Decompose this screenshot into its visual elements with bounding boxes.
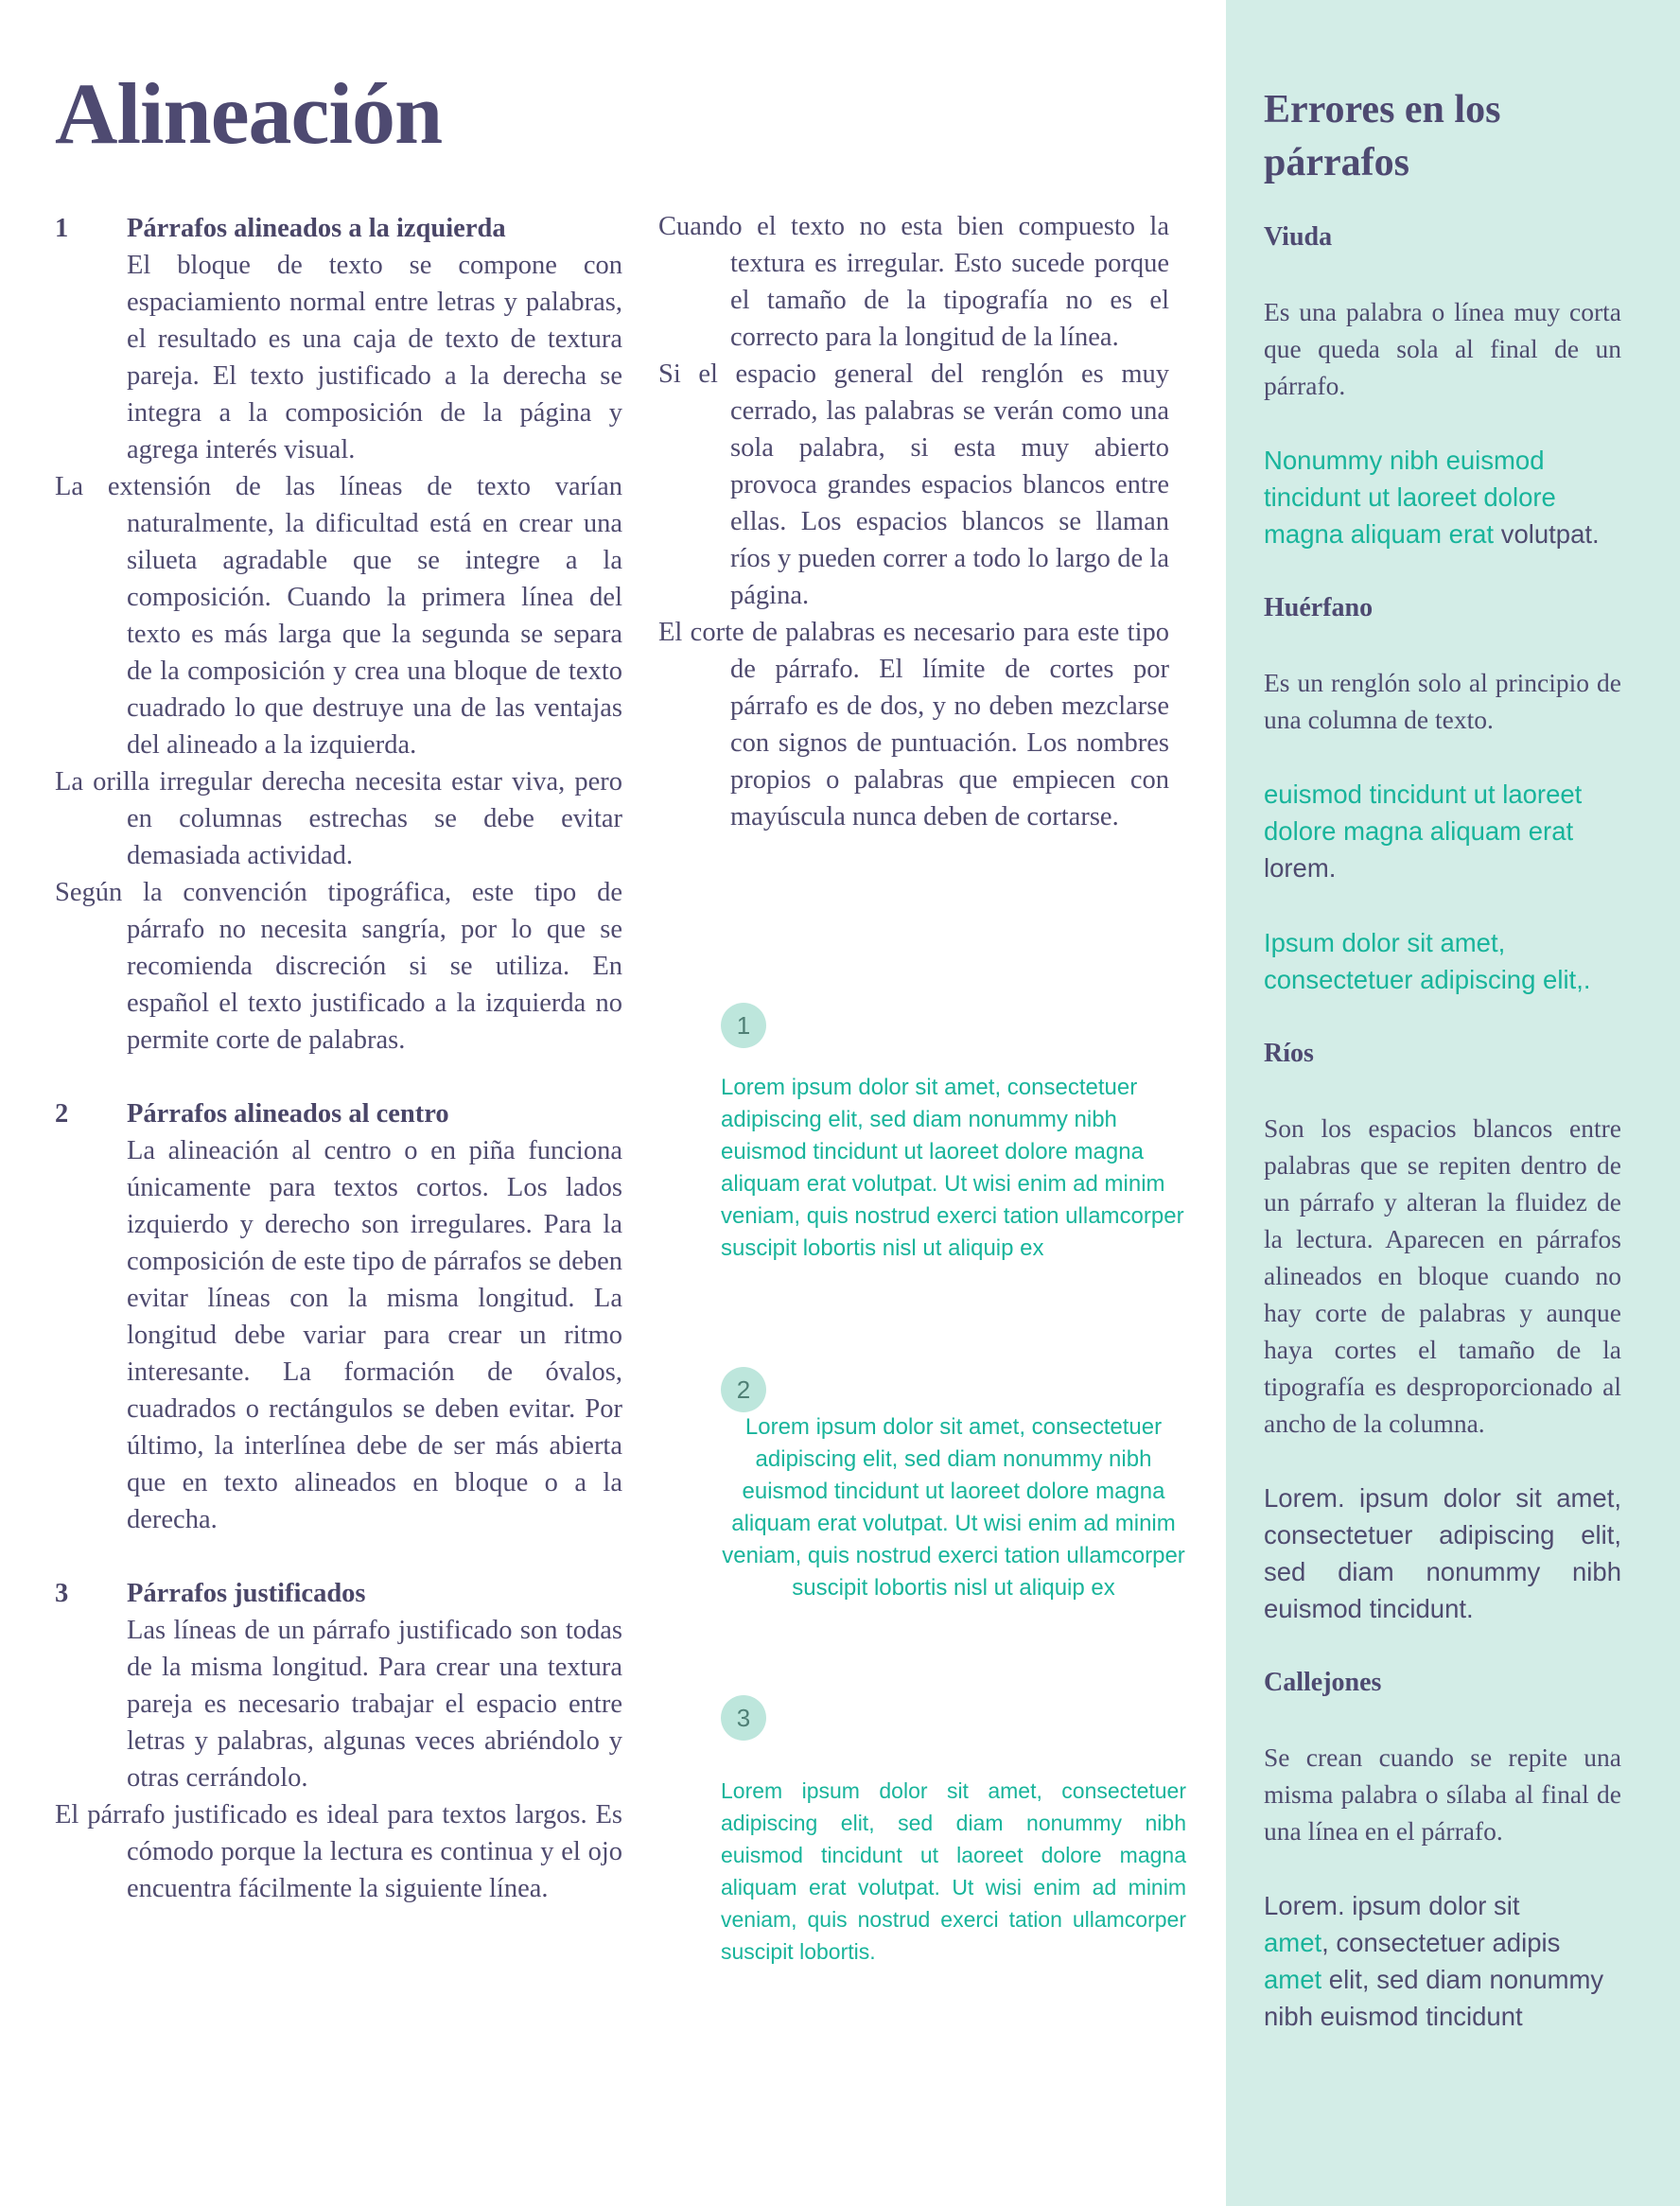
paragraph: El párrafo justificado es ideal para textos largos. Es cómodo porque la lectura es continua y el ojo encuentra fácilmente la siguiente línea. (55, 1800, 622, 1903)
error-example: Lorem. ipsum dolor sit amet, consectetuer adipiscing elit, sed diam nonummy nibh euismod tincidunt. (1264, 1483, 1621, 1623)
error-description: Es un renglón solo al principio de una columna de texto. (1264, 668, 1621, 734)
example-plain-text: volutpat. (1500, 519, 1600, 549)
column-left (55, 210, 622, 1944)
error-heading-rios: Ríos (1264, 1039, 1314, 1068)
sidebar-body (1264, 219, 1621, 2073)
section-title: Párrafos justificados (127, 1579, 366, 1608)
error-description: Son los espacios blancos entre palabras que se repiten dentro de un párrafo y alteran la fluidez de la lectura. Aparecen en párrafos alineados en bloque cuando no hay corte de palabras y aunque haya cortes el tamaño de la tipografía es desproporcionado al ancho de la columna. (1264, 1113, 1621, 1438)
paragraph: La orilla irregular derecha necesita estar viva, pero en columnas estrechas se debe evitar demasiada actividad. (55, 767, 622, 870)
section-justified (55, 1575, 622, 1907)
paragraph: Según la convención tipográfica, este tipo de párrafo no necesita sangría, por lo que se recomienda discreción si se utiliza. En español el texto justificado a la izquierda no permite corte de palabras. (55, 878, 622, 1055)
paragraph: La alineación al centro o en piña funciona únicamente para textos cortos. Los lados izquierdo y derecho son irregulares. Para la composición de este tipo de párrafos se deben evitar líneas con la misma longitud. La longitud debe variar para crear un ritmo interesante. La formación de óvalos, cuadrados o rectángulos se deben evitar. Por último, la interlínea debe de ser más abierta que en texto alineados en bloque o a la derecha. (127, 1136, 622, 1534)
section-title: Párrafos alineados a la izquierda (127, 214, 506, 243)
error-example (1264, 442, 1621, 552)
example-plain-text: , consectetuer adipis (1321, 1928, 1561, 1957)
example-plain-text: elit, sed diam nonummy nibh euismod tincidunt (1264, 1965, 1604, 2031)
example-accent-text: amet (1264, 1928, 1322, 1957)
error-example: Ipsum dolor sit amet, consectetuer adipiscing elit,. (1264, 928, 1591, 994)
example-plain-text: Lorem. ipsum dolor sit (1264, 1891, 1520, 1920)
example-centered: Lorem ipsum dolor sit amet, consectetuer adipiscing elit, sed diam nonummy nibh euismod tincidunt ut laoreet dolore magna aliquam erat volutpat. Ut wisi enim ad minim veniam, quis nostrud exerci tation ullamcorper suscipit lobortis nisl ut aliquip ex (722, 1414, 1185, 1601)
paragraph: La extensión de las líneas de texto varían naturalmente, la dificultad está en crear una silueta agradable que se integre a la composición. Cuando la primera línea del texto es más larga que la segunda se separa de la composición y crea una bloque de texto cuadrado lo que destruye una de las ventajas del alineado a la izquierda. (55, 472, 622, 760)
section-left-aligned (55, 210, 622, 1059)
paragraph: Las líneas de un párrafo justificado son todas de la misma longitud. Para crear una textura pareja es necesario trabajar el espacio entre letras y palabras, algunas veces abriéndolo y otras cerrándolo. (127, 1616, 622, 1793)
section-number: 3 (55, 1579, 69, 1608)
error-description: Es una palabra o línea muy corta que queda sola al final de un párrafo. (1264, 297, 1621, 400)
paragraph: El corte de palabras es necesario para este tipo de párrafo. El límite de cortes por párrafo es de dos, y no deben mezclarse con signos de puntuación. Los nombres propios o palabras que empiecen con mayúscula nunca deben de cortarse. (658, 618, 1169, 832)
example-left-aligned: Lorem ipsum dolor sit amet, consectetuer adipiscing elit, sed diam nonummy nibh euismod tincidunt ut laoreet dolore magna aliquam erat volutpat. Ut wisi enim ad minim veniam, quis nostrud exerci tation ullamcorper suscipit lobortis nisl ut aliquip ex (721, 1075, 1184, 1261)
section-centered (55, 1095, 622, 1538)
example-accent-text: amet (1264, 1965, 1322, 1994)
example-number-badge: 2 (721, 1367, 766, 1412)
example-number-badge: 3 (721, 1695, 766, 1741)
column-middle (658, 208, 1169, 835)
error-example (1264, 1887, 1621, 2035)
section-number: 1 (55, 214, 69, 243)
sidebar-errors (1226, 0, 1680, 2206)
paragraph: Cuando el texto no esta bien compuesto la textura es irregular. Esto sucede porque el tamaño de la tipografía no es el correcto para la longitud de la línea. (658, 212, 1169, 352)
example-accent-text: Nonummy nibh euismod tincidunt ut laoreet dolore magna aliquam erat (1264, 446, 1556, 549)
section-title: Párrafos alineados al centro (127, 1099, 449, 1129)
section-heading (55, 1095, 622, 1132)
section-number: 2 (55, 1099, 69, 1129)
example-plain-text: lorem. (1264, 853, 1337, 883)
section-heading (55, 1575, 622, 1612)
sidebar-title: Errores en los párrafos (1264, 88, 1501, 184)
example-accent-text: euismod tincidunt ut laoreet dolore magna aliquam erat (1264, 779, 1583, 846)
example-justified: Lorem ipsum dolor sit amet, consectetuer adipiscing elit, sed diam nonummy nibh euismod tincidunt ut laoreet dolore magna aliquam erat volutpat. Ut wisi enim ad minim veniam, quis nostrud exerci tation ullamcorper suscipit lobortis. (721, 1778, 1186, 1964)
paragraph: Si el espacio general del renglón es muy cerrado, las palabras se verán como una sola palabra, si esta muy abierto provoca grandes espacios blancos entre ellas. Los espacios blancos se llaman ríos y pueden correr a todo lo largo de la página. (658, 359, 1169, 610)
page-title: Alineación (55, 65, 443, 162)
section-heading (55, 210, 622, 247)
error-heading-callejones: Callejones (1264, 1668, 1382, 1697)
paragraph: El bloque de texto se compone con espaciamiento normal entre letras y palabras, el resultado es una caja de texto de textura pareja. El texto justificado a la derecha se integra a la composición de la página y agrega interés visual. (127, 251, 622, 464)
error-example (1264, 776, 1621, 886)
error-description: Se crean cuando se repite una misma palabra o sílaba al final de una línea en el párrafo. (1264, 1742, 1621, 1846)
error-heading-viuda: Viuda (1264, 222, 1333, 252)
example-number-badge: 1 (721, 1003, 766, 1048)
error-heading-huerfano: Huérfano (1264, 593, 1374, 622)
